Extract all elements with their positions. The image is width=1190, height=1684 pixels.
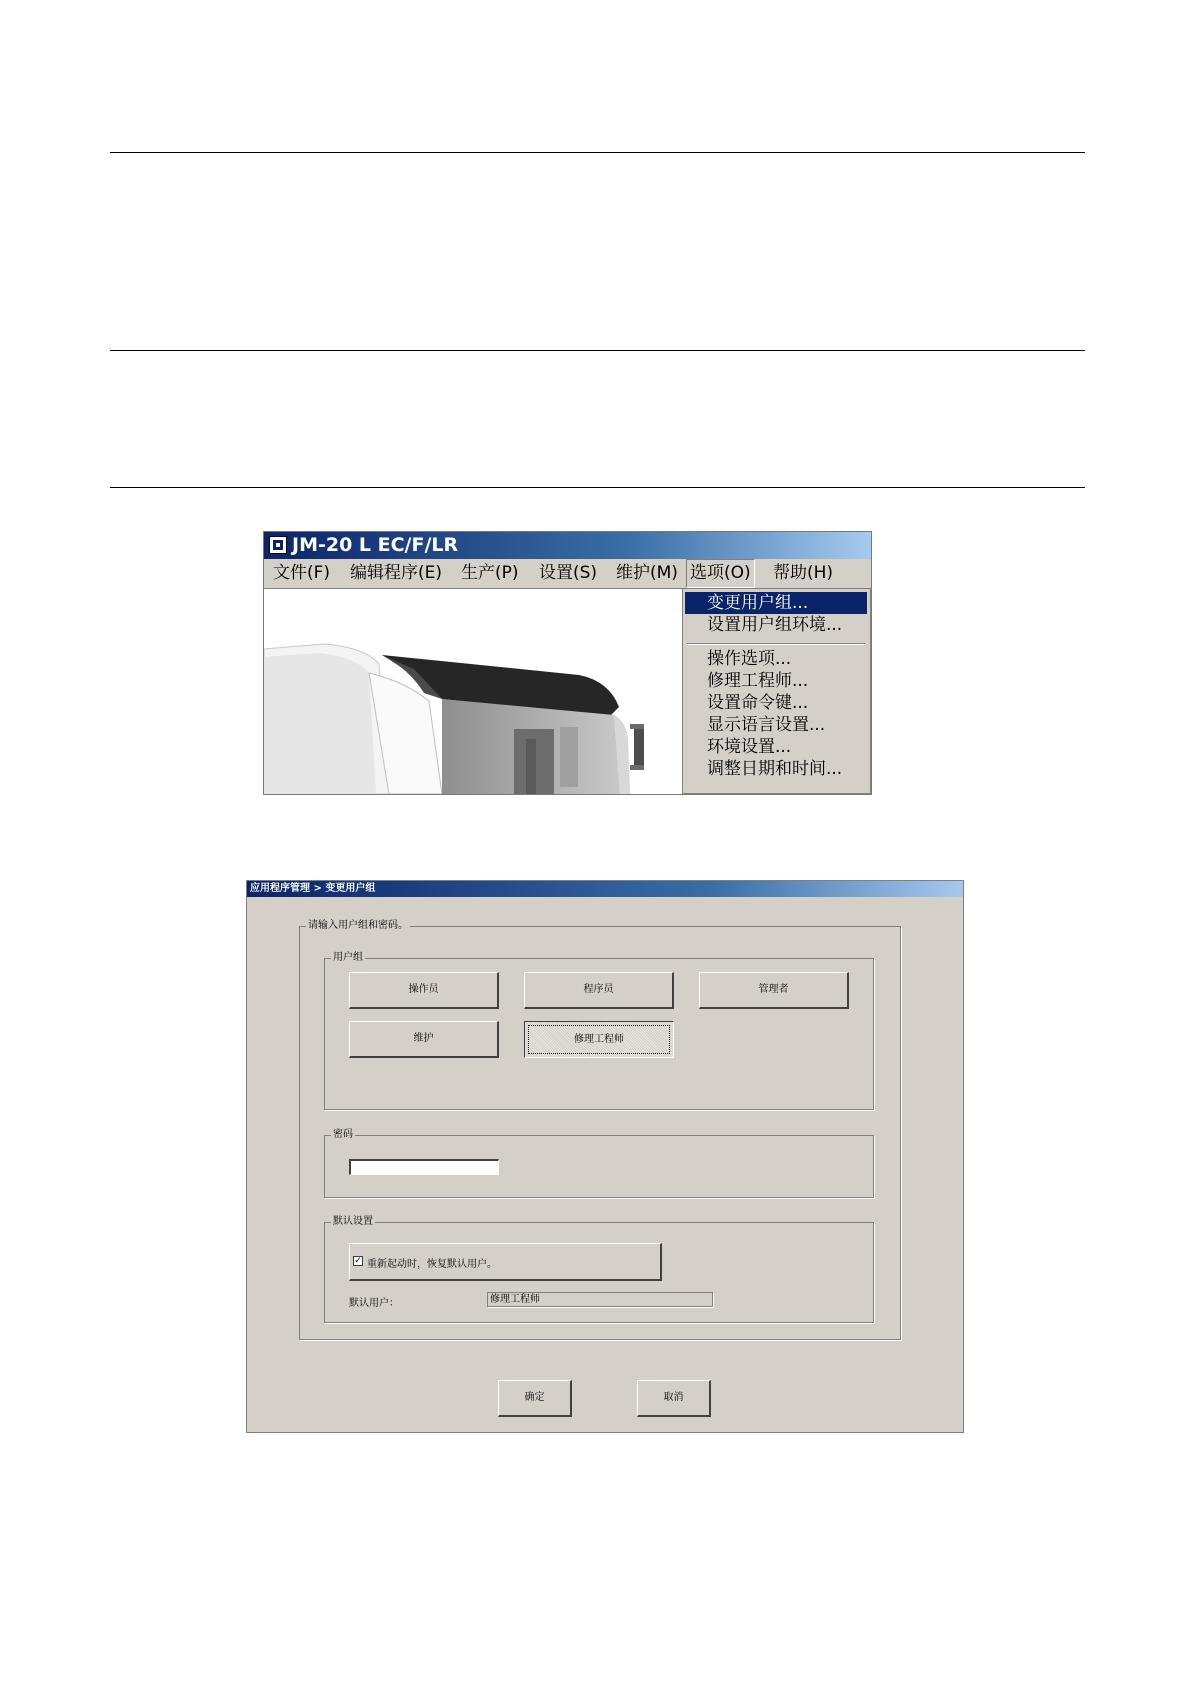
machine-illustration — [264, 589, 684, 794]
default-settings-label: 默认设置 — [333, 1216, 373, 1227]
app-title-bar — [264, 532, 871, 559]
restore-default-user-option[interactable] — [349, 1243, 662, 1281]
app-icon — [269, 536, 287, 554]
menu-settings[interactable]: 设置(S) — [539, 563, 598, 583]
cancel-button[interactable]: 取消 — [637, 1380, 711, 1417]
operator-button[interactable]: 操作员 — [349, 972, 499, 1009]
password-box — [324, 1129, 874, 1198]
repair-engineer-button[interactable] — [524, 1021, 674, 1058]
restore-default-checkbox[interactable]: ✓ — [354, 1256, 362, 1266]
menu-change-user-group[interactable]: 变更用户组... — [685, 592, 867, 614]
menu-display-language[interactable]: 显示语言设置... — [707, 715, 826, 735]
menu-maintenance[interactable]: 维护(M) — [616, 563, 678, 583]
ok-button[interactable]: 确定 — [498, 1380, 572, 1417]
menu-edit-program[interactable]: 编辑程序(E) — [350, 563, 443, 583]
default-user-label: 默认用户： — [349, 1298, 399, 1309]
menu-file[interactable]: 文件(F) — [273, 563, 331, 583]
password-input[interactable] — [349, 1159, 499, 1175]
app-window — [263, 531, 872, 795]
user-group-box — [324, 952, 874, 1110]
dialog-title: 应用程序管理 > 变更用户组 — [247, 881, 964, 897]
horizontal-rule-middle — [110, 350, 1085, 351]
user-group-label: 用户组 — [333, 952, 363, 963]
menu-operation-options[interactable]: 操作选项... — [707, 649, 792, 669]
app-title: JM-20 L EC/F/LR — [292, 534, 459, 556]
programmer-button[interactable]: 程序员 — [524, 972, 674, 1009]
menu-command-keys[interactable]: 设置命令键... — [707, 693, 809, 713]
default-user-field: 修理工程师 — [487, 1292, 713, 1307]
outer-group-label: 请输入用户组和密码。 — [308, 920, 408, 931]
menu-separator — [687, 643, 865, 645]
menu-user-group-env[interactable]: 设置用户组环境... — [707, 615, 843, 635]
outer-group — [299, 920, 901, 1340]
menu-repair-engineer[interactable]: 修理工程师... — [707, 671, 809, 691]
restore-default-label: 重新起动时，恢复默认用户。 — [367, 1259, 497, 1270]
menu-options[interactable]: 选项(O) — [686, 559, 755, 588]
horizontal-rule-top — [110, 152, 1085, 153]
menu-production[interactable]: 生产(P) — [461, 563, 519, 583]
password-label: 密码 — [333, 1129, 353, 1140]
repair-engineer-button-label: 修理工程师 — [574, 1034, 624, 1045]
menu-adjust-date-time[interactable]: 调整日期和时间... — [707, 759, 843, 779]
manager-button[interactable]: 管理者 — [699, 972, 849, 1009]
horizontal-rule-bottom — [110, 487, 1085, 488]
focus-rect — [528, 1025, 670, 1054]
maintenance-button[interactable]: 维护 — [349, 1021, 499, 1058]
menu-environment-settings[interactable]: 环境设置... — [707, 737, 792, 757]
menu-help[interactable]: 帮助(H) — [773, 563, 834, 583]
default-settings-box — [324, 1216, 874, 1323]
menu-bar — [264, 559, 871, 589]
machine-view — [264, 589, 684, 794]
change-user-group-dialog — [246, 880, 964, 1433]
options-menu-dropdown — [682, 588, 871, 794]
